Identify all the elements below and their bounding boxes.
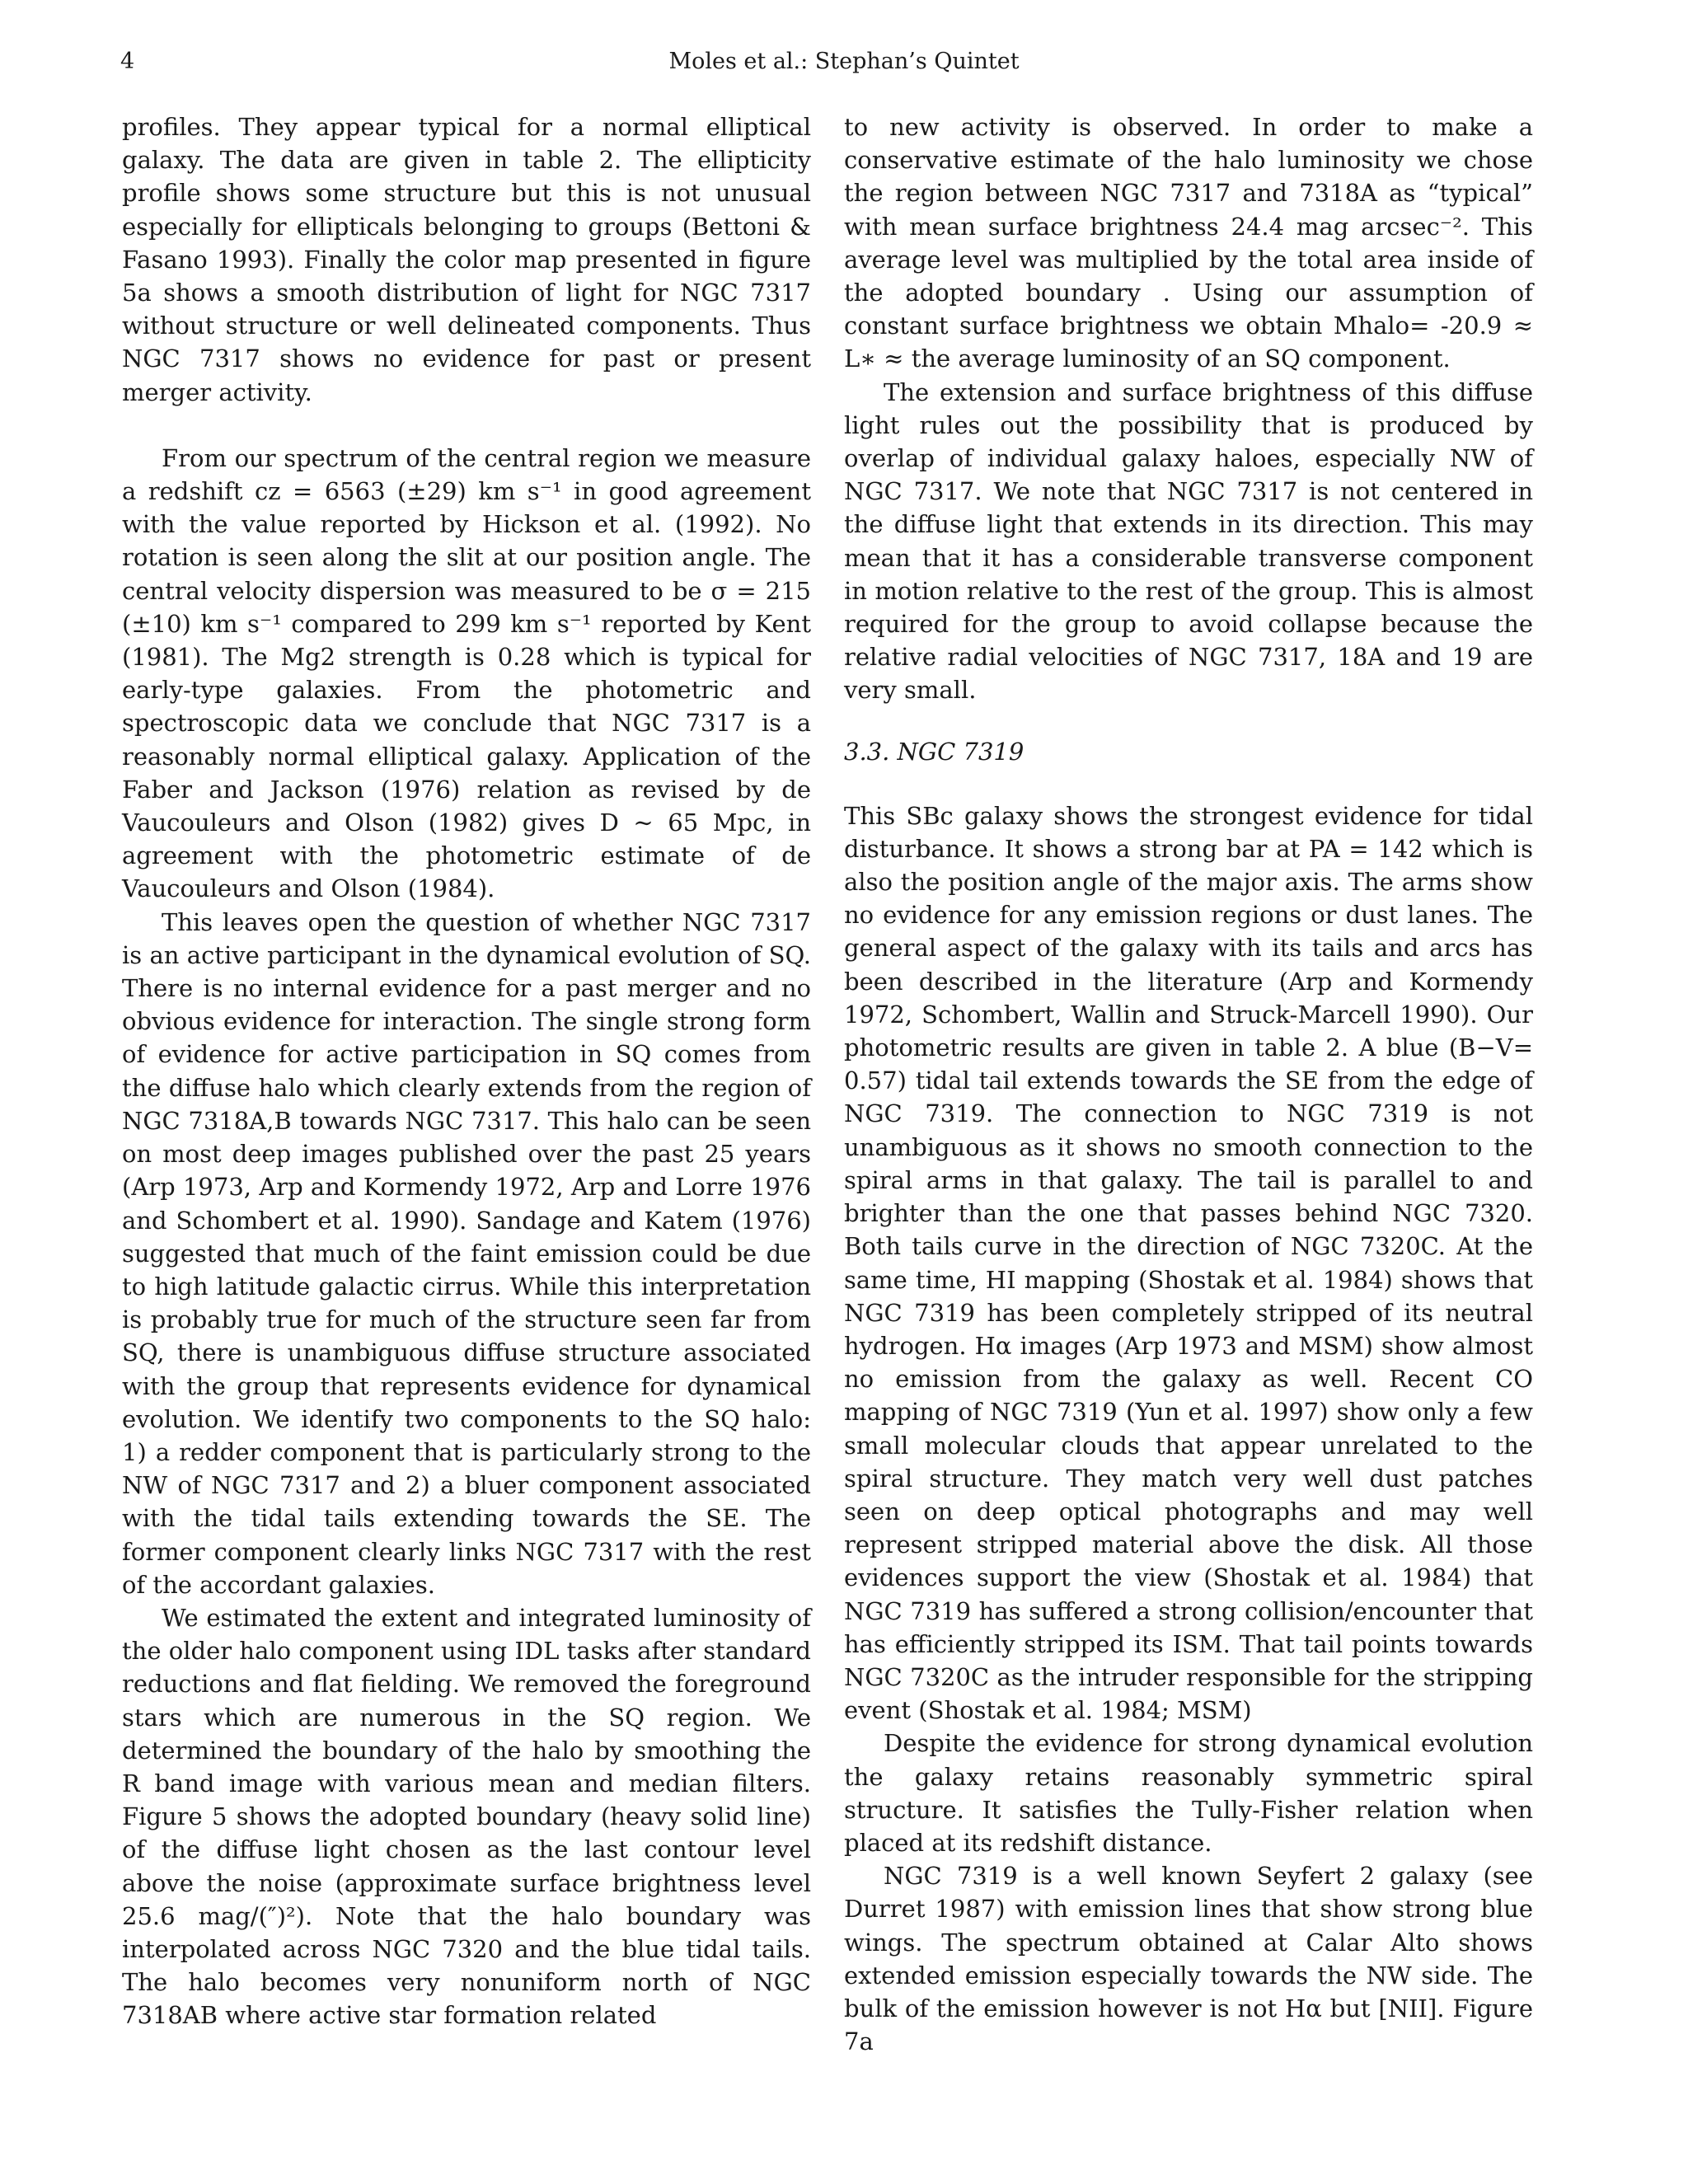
running-head: Moles et al.: Stephan’s Quintet <box>668 49 1020 74</box>
paragraph-ngc7319-spiral: Despite the evidence for strong dynamical evolution the galaxy retains reasonably symmetric spiral structure. It satisfies the Tully-Fisher relation when placed at its redshift distance. <box>844 1729 1533 1857</box>
left-column <box>122 110 811 2032</box>
paragraph-halo-estimate: to new activity is observed. In order to make a conservative estimate of the halo luminosity we chose the region between NGC 7317 and 7318A as “typical” with mean surface brightness 24.4 mag arcsec⁻². This average level was multiplied by the total area inside of the adopted boundary . Using our assumption of constant surface brightness we obtain Mhalo= -20.9 ≈ L∗ ≈ the average luminosity of an SQ component. <box>844 113 1533 373</box>
paragraph-ngc7317-spectrum: From our spectrum of the central region we measure a redshift cz = 6563 (±29) km s⁻¹ in good agreement with the value reported by Hickson et al. (1992). No rotation is seen along the slit at our position angle. The central velocity dispersion was measured to be σ = 215 (±10) km s⁻¹ compared to 299 km s⁻¹ reported by Kent (1981). The Mg2 strength is 0.28 which is typical for early-type galaxies. From the photometric and spectroscopic data we conclude that NGC 7317 is a reasonably normal elliptical galaxy. Application of the Faber and Jackson (1976) relation as revised by de Vaucouleurs and Olson (1982) gives D ∼ 65 Mpc, in agreement with the photometric estimate of de Vaucouleurs and Olson (1984). <box>122 443 811 903</box>
paragraph-ngc7317-halo: This leaves open the question of whether NGC 7317 is an active participant in the dynamical evolution of SQ. There is no internal evidence for a past merger and no obvious evidence for interaction. The single strong form of evidence for active participation in SQ comes from the diffuse halo which clearly extends from the region of NGC 7318A,B towards NGC 7317. This halo can be seen on most deep images published over the past 25 years (Arp 1973, Arp and Kormendy 1972, Arp and Lorre 1976 and Schombert et al. 1990). Sandage and Katem (1976) suggested that much of the faint emission could be due to high latitude galactic cirrus. While this interpretation is probably true for much of the structure seen far from SQ, there is unambiguous diffuse structure associated with the group that represents evidence for dynamical evolution. We identify two components to the SQ halo: 1) a redder component that is particularly strong to the NW of NGC 7317 and 2) a bluer component associated with the tidal tails extending towards the SE. The former component clearly links NGC 7317 with the rest of the accordant galaxies. <box>122 907 811 1599</box>
right-column <box>844 110 1533 2058</box>
paragraph-diffuse-light: The extension and surface brightness of this diffuse light rules out the possibility that is produced by overlap of individual galaxy haloes, especially NW of NGC 7317. We note that NGC 7317 is not centered in the diffuse light that extends in its direction. This may mean that it has a considerable transverse component in motion relative to the rest of the group. This is almost required for the group to avoid collapse because the relative radial velocities of NGC 7317, 18A and 19 are very small. <box>844 377 1533 705</box>
paragraph-halo-luminosity: We estimated the extent and integrated luminosity of the older halo component using IDL tasks after standard reductions and flat fielding. We removed the foreground stars which are numerous in the SQ region. We determined the boundary of the halo by smoothing the R band image with various mean and median filters. Figure 5 shows the adopted boundary (heavy solid line) of the diffuse light chosen as the last contour level above the noise (approximate surface brightness level 25.6 mag/(″)²). Note that the halo boundary was interpolated across NGC 7320 and the blue tidal tails. The halo becomes very nonuniform north of NGC 7318AB where active star formation related <box>122 1603 811 2030</box>
page-number: 4 <box>120 49 135 74</box>
paragraph-ngc7317-profiles: profiles. They appear typical for a normal elliptical galaxy. The data are given in table 2. The ellipticity profile shows some structure but this is not unusual especially for ellipticals belonging to groups (Bettoni & Fasano 1993). Finally the color map presented in figure 5a shows a smooth distribution of light for NGC 7317 without structure or well delineated components. Thus NGC 7317 shows no evidence for past or present merger activity. <box>122 113 811 406</box>
paragraph-ngc7319-seyfert: NGC 7319 is a well known Seyfert 2 galaxy (see Durret 1987) with emission lines that show strong blue wings. The spectrum obtained at Calar Alto shows extended emission especially towards the NW side. The bulk of the emission however is not Hα but [NII]. Figure 7a <box>844 1862 1533 2056</box>
section-heading-ngc7319: 3.3. NGC 7319 <box>844 737 1025 766</box>
paragraph-ngc7319-tidal: This SBc galaxy shows the strongest evidence for tidal disturbance. It shows a strong bar at PA = 142 which is also the position angle of the major axis. The arms show no evidence for any emission regions or dust lanes. The general aspect of the galaxy with its tails and arcs has been described in the literature (Arp and Kormendy 1972, Schombert, Wallin and Struck-Marcell 1990). Our photometric results are given in table 2. A blue (B−V= 0.57) tidal tail extends towards the SE from the edge of NGC 7319. The connection to NGC 7319 is not unambiguous as it shows no smooth connection to the spiral arms in that galaxy. The tail is parallel to and brighter than the one that passes behind NGC 7320. Both tails curve in the direction of NGC 7320C. At the same time, HI mapping (Shostak et al. 1984) shows that NGC 7319 has been completely stripped of its neutral hydrogen. Hα images (Arp 1973 and MSM) show almost no emission from the galaxy as well. Recent CO mapping of NGC 7319 (Yun et al. 1997) show only a few small molecular clouds that appear unrelated to the spiral structure. They match very well dust patches seen on deep optical photographs and may well represent stripped material above the disk. All those evidences support the view (Shostak et al. 1984) that NGC 7319 has suffered a strong collision/encounter that has efficiently stripped its ISM. That tail points towards NGC 7320C as the intruder responsible for the stripping event (Shostak et al. 1984; MSM) <box>844 801 1533 1725</box>
